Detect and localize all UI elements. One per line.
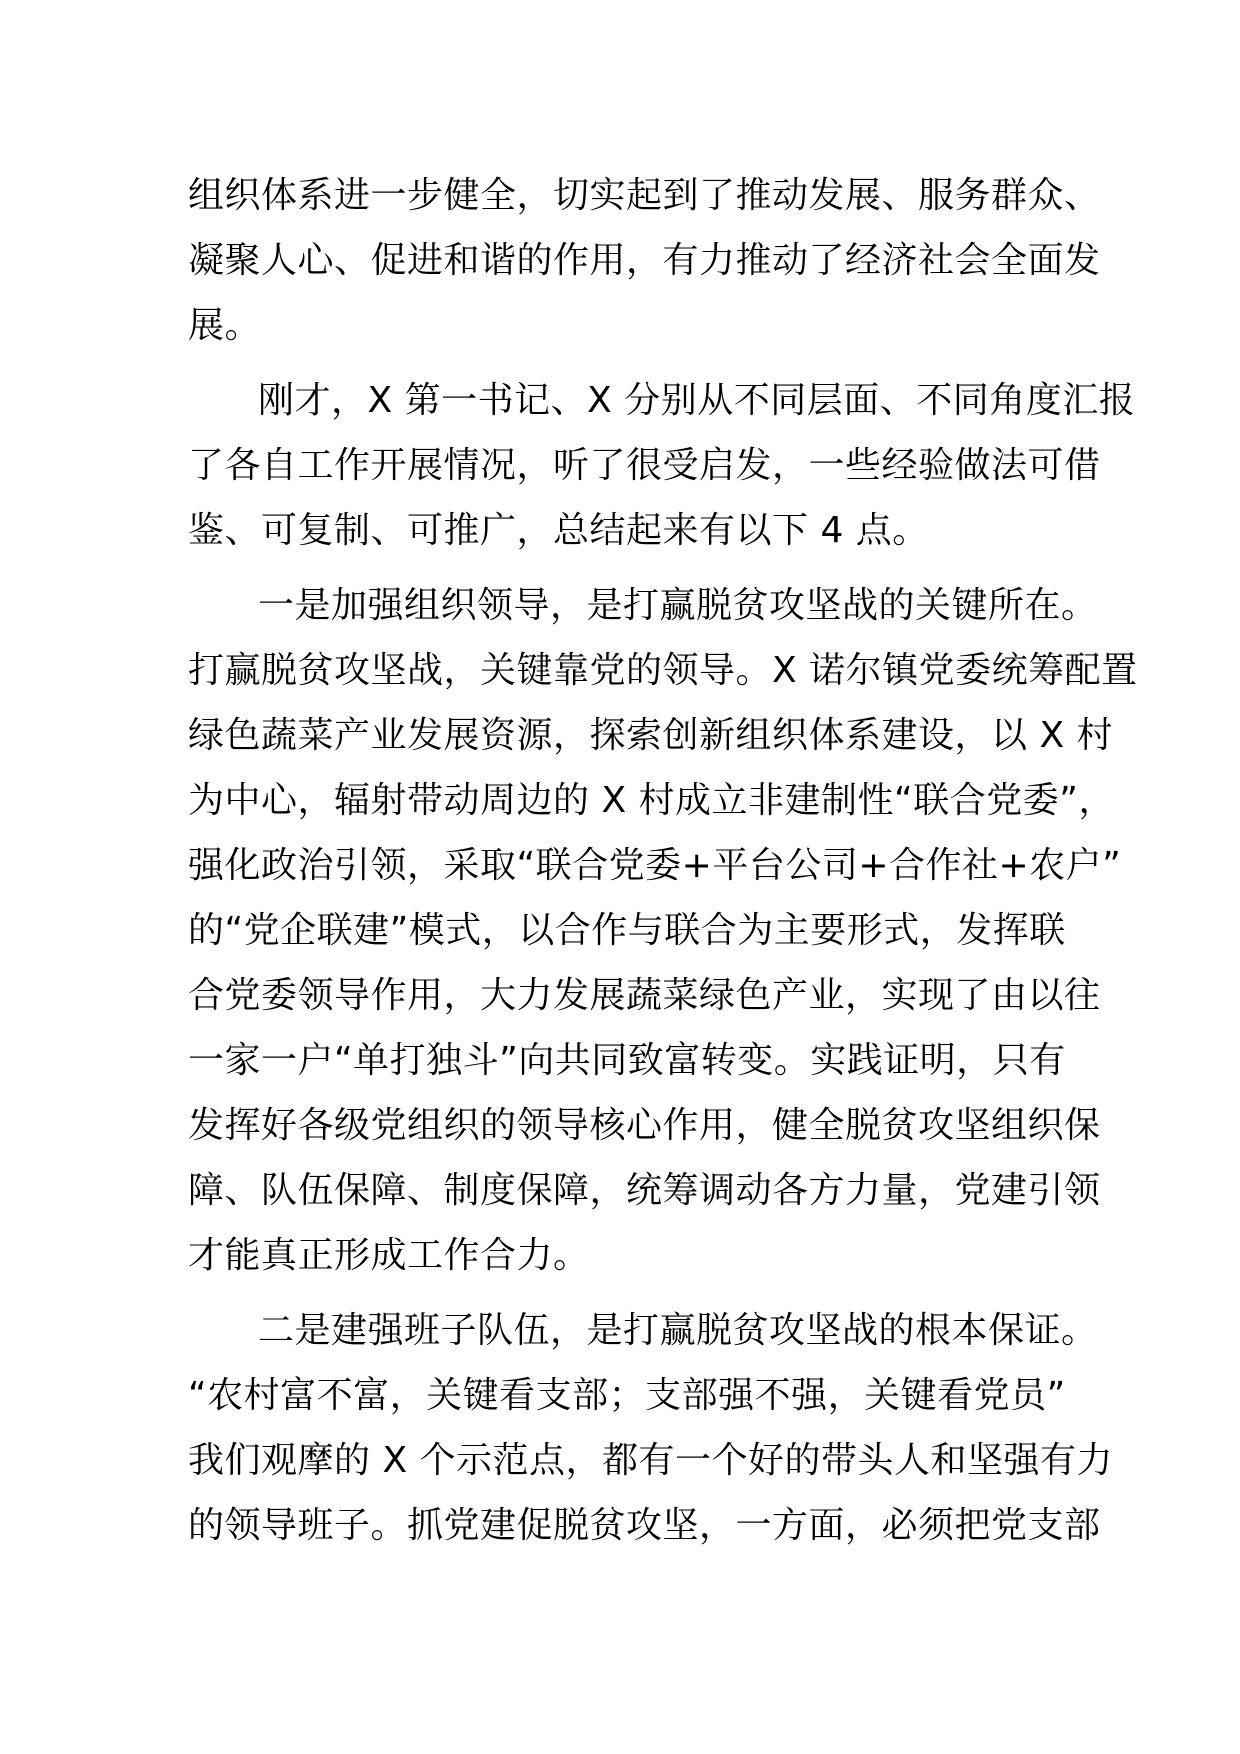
paragraph-3-line-2: 打赢脱贫攻坚战，关键靠党的领导。X 诺尔镇党委统筹配置 [188, 650, 1138, 691]
paragraph-3-line-10: 障、队伍保障、制度保障，统筹调动各方力量，党建引领 [188, 1170, 1101, 1211]
paragraph-gap [188, 1288, 1068, 1298]
paragraph-4-line-3: 我们观摩的 X 个示范点，都有一个好的带头人和坚强有力 [188, 1440, 1114, 1481]
paragraph-1-line-1: 组织体系进一步健全，切实起到了推动发展、服务群众、 [188, 175, 1101, 216]
paragraph-3-line-7: 合党委领导作用，大力发展蔬菜绿色产业，实现了由以往 [188, 975, 1101, 1016]
paragraph-2-line-2: 了各自工作开展情况，听了很受启发，一些经验做法可借 [188, 445, 1101, 486]
paragraph-4-line-1: 二是建强班子队伍，是打赢脱贫攻坚战的根本保证。 [258, 1310, 1098, 1351]
paragraph-gap [188, 358, 1068, 368]
paragraph-1-line-2: 凝聚人心、促进和谐的作用，有力推动了经济社会全面发 [188, 240, 1101, 281]
paragraph-3-line-1: 一是加强组织领导，是打赢脱贫攻坚战的关键所在。 [258, 585, 1098, 626]
paragraph-4-line-4: 的领导班子。抓党建促脱贫攻坚，一方面，必须把党支部 [188, 1505, 1101, 1546]
paragraph-1-line-3: 展。 [188, 305, 262, 346]
paragraph-2-line-1: 刚才，X 第一书记、X 分别从不同层面、不同角度汇报 [258, 380, 1136, 421]
paragraph-2-line-3: 鉴、可复制、可推广，总结起来有以下 4 点。 [188, 510, 929, 551]
paragraph-3-line-9: 发挥好各级党组织的领导核心作用，健全脱贫攻坚组织保 [188, 1105, 1101, 1146]
paragraph-4-line-2: “农村富不富，关键看支部；支部强不强，关键看党员” [188, 1375, 1066, 1416]
paragraph-3-line-6: 的“党企联建”模式，以合作与联合为主要形式，发挥联 [188, 910, 1066, 951]
paragraph-3-line-11: 才能真正形成工作合力。 [188, 1235, 590, 1276]
document-body [188, 163, 1138, 1558]
paragraph-3-line-8: 一家一户“单打独斗”向共同致富转变。实践证明，只有 [188, 1040, 1066, 1081]
paragraph-3-line-4: 为中心，辐射带动周边的 X 村成立非建制性“联合党委”， [188, 780, 1115, 821]
paragraph-3-line-5: 强化政治引领，采取“联合党委+平台公司+合作社+农户” [188, 845, 1122, 886]
paragraph-gap [188, 563, 1068, 573]
paragraph-3-line-3: 绿色蔬菜产业发展资源，探索创新组织体系建设，以 X 村 [188, 715, 1114, 756]
